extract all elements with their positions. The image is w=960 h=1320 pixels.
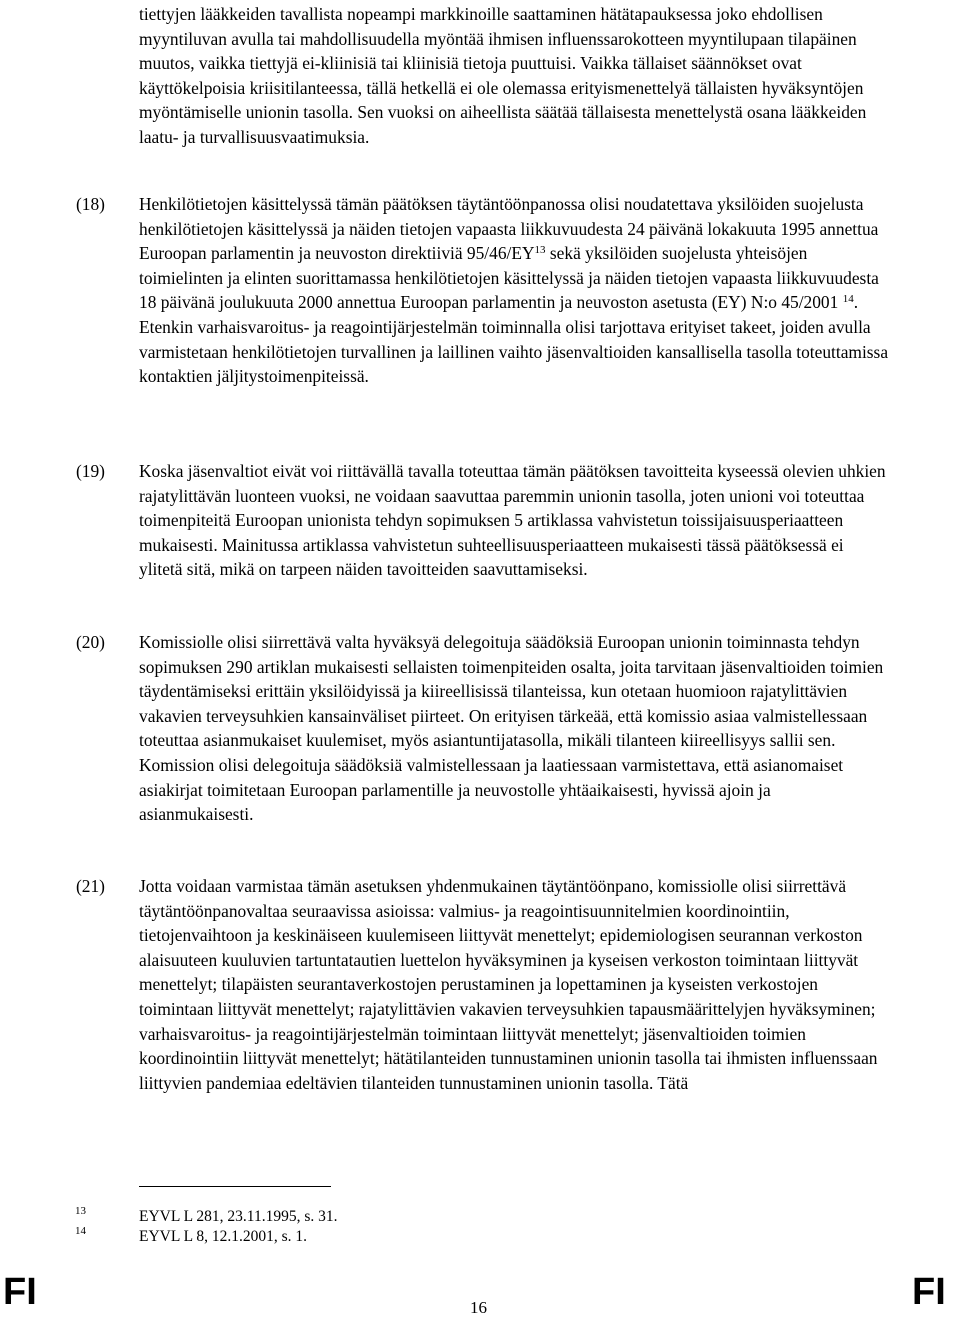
paragraph-number: (20) — [76, 632, 105, 652]
paragraph-19 — [76, 459, 889, 582]
paragraph-text: Henkilötietojen käsittelyssä tämän päätöksen täytäntöönpanossa olisi noudatettava yksilöiden suojelusta henkilötietojen käsittelyssä ja näiden tietojen vapaasta liikkuvuudesta 24 päivänä lokakuuta 1995 annettua Euroopan parlamentin ja neuvoston direktiiviä 95/46/EY — [139, 194, 879, 264]
footnote-14 — [75, 1225, 308, 1247]
paragraph-number: (18) — [76, 194, 105, 214]
paragraph-number: (21) — [76, 876, 105, 896]
footnote-text: EYVL L 281, 23.11.1995, s. 31. — [139, 1208, 338, 1225]
paragraph-text: tiettyjen lääkkeiden tavallista nopeampi markkinoille saattaminen hätätapauksessa joko ehdollisen myyntiluvan avulla tai mahdollisuudella myöntää ihmisen influenssarokotteen myyntilupaan tilapäinen muutos, vaikka tiettyjä ei-kliinisiä tai kliinisiä tietoja puuttuisi. Vaikka tällaiset säännökset ovat käyttökelpoisia kriisitilanteessa, tällä hetkellä ei ole olemassa erityismenettelyä tällaisten hyväksyntöjen myöntämiselle unionin tasolla. Sen vuoksi on aiheellista säätää tällaisesta menettelystä osana lääkkeiden laatu- ja turvallisuusvaatimuksia. — [139, 4, 867, 147]
footer-language-right: FI — [912, 1271, 946, 1313]
footnote-ref-14[interactable]: 14 — [842, 293, 854, 306]
footer-language-left: FI — [3, 1271, 37, 1313]
paragraph-18 — [76, 192, 889, 389]
footnote-number: 14 — [75, 1225, 86, 1237]
paragraph-text: Jotta voidaan varmistaa tämän asetuksen yhdenmukainen täytäntöönpano, komissiolle olisi siirrettävä täytäntöönpanovaltaa seuraavissa asioissa: valmius- ja reagointisuunnitelmien koordinointiin, tietojenvaihtoon ja keskinäiseen kuulemiseen liittyvät menettelyt; epidemiologisen seurannan verkoston alaisuuteen kuuluvien tartuntatautien luettelon hyväksyminen ja kyseisen verkoston toimintaan liittyvät menettelyt; tilapäisten seurantaverkostojen perustaminen ja lopettaminen ja kyseisten verkostojen toimintaan liittyvät menettelyt; rajatylittävien vakavien terveysuhkien tapausmäärittelyjen hyväksyminen; varhaisvaroitus- ja reagointijärjestelmän toimintaan liittyvät menettelyt; jäsenvaltioiden toimien koordinointiin liittyvät menettelyt; hätätilanteiden tunnustaminen unionin tasolla tai ihmisten influenssaan liittyvien pandemiaa edeltävien tilanteiden tunnustaminen unionin tasolla. Tätä — [139, 876, 878, 1093]
footnote-number: 13 — [75, 1205, 86, 1217]
paragraph-continuation — [139, 2, 889, 150]
page-number: 16 — [470, 1298, 487, 1317]
paragraph-number: (19) — [76, 461, 105, 481]
footnote-divider — [139, 1186, 331, 1187]
footnote-13 — [75, 1205, 338, 1227]
paragraph-text: Koska jäsenvaltiot eivät voi riittävällä tavalla toteuttaa tämän päätöksen tavoitteita kyseessä olevien uhkien rajatylittävän luonteen vuoksi, ne voidaan saavuttaa paremmin unionin tasolla, joten unioni voi toteuttaa toimenpiteitä Euroopan unionista tehdyn sopimuksen 5 artiklassa vahvistetun toissijaisuusperiaatteen mukaisesti. Mainitussa artiklassa vahvistetun suhteellisuusperiaatteen mukaisesti tässä päätöksessä ei ylitetä sitä, mikä on tarpeen näiden tavoitteiden saavuttamiseksi. — [139, 461, 886, 580]
paragraph-text: Komissiolle olisi siirrettävä valta hyväksyä delegoituja säädöksiä Euroopan unionin toiminnasta tehdyn sopimuksen 290 artiklan mukaisesti sellaisten toimenpiteiden osalta, joita tarvitaan jäsenvaltioiden toimien täydentämiseksi erittäin yksilöidyissä ja kiireellisissä tilanteissa, kun otetaan huomioon rajatylittävien vakavien terveysuhkien kansainväliset piirteet. On erityisen tärkeää, että komissio asiaa valmistellessaan toteuttaa asianmukaiset kuulemiset, myös asiantuntijatasolla, mikäli tilanteen kiireellisyys sallii sen. Komission olisi delegoituja säädöksiä valmistellessaan ja laatiessaan varmistettava, että asianomaiset asiakirjat toimitetaan Euroopan parlamentille ja neuvostolle yhtäaikaisesti, hyvissä ajoin ja asianmukaisesti. — [139, 632, 884, 825]
paragraph-text: . Etenkin varhaisvaroitus- ja reagointijärjestelmän toiminnalla olisi tarjottava erityiset takeet, joiden avulla varmistetaan henkilötietojen turvallinen ja laillinen vaihto jäsenvaltioiden kansallisella tasolla toteuttamissa kontaktien jäljitystoimenpiteissä. — [139, 292, 889, 387]
paragraph-21 — [76, 874, 889, 1095]
footnote-ref-13[interactable]: 13 — [534, 244, 546, 257]
paragraph-20 — [76, 630, 889, 827]
footnote-text: EYVL L 8, 12.1.2001, s. 1. — [139, 1228, 308, 1245]
paragraph-text: sekä yksilöiden suojelusta yhteisöjen toimielinten ja elinten suorittamassa henkilötietojen käsittelyssä ja näiden tietojen vapaasta liikkuvuudesta 18 päivänä joulukuuta 2000 annettua Euroopan parlamentin ja neuvoston asetusta (EY) N:o 45/2001 — [139, 243, 879, 313]
